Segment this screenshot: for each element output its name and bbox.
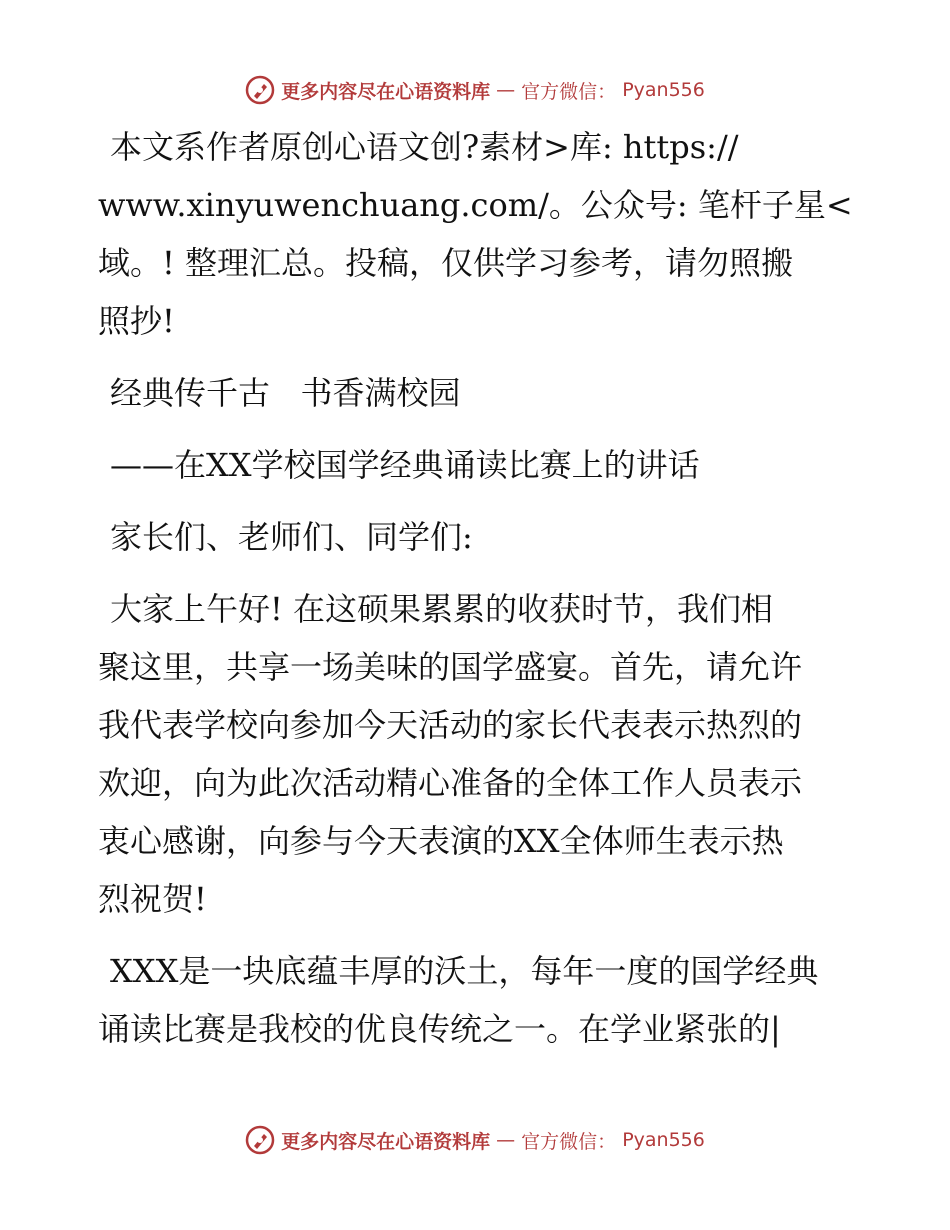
document-subtitle: ——在XX学校国学经典诵读比赛上的讲话 — [110, 446, 700, 484]
intro-paragraph — [98, 118, 858, 350]
document-body — [98, 118, 858, 1072]
paragraph-1-line-1: 大家上午好! 在这硕果累累的收获时节，我们相 — [110, 590, 774, 628]
banner-dash: — — [496, 79, 516, 101]
salutation: 家长们、老师们、同学们: — [110, 518, 473, 556]
intro-line-1: 本文系作者原创心语文创?素材>库: https:// — [110, 128, 739, 166]
paragraph-1-line-3: 我代表学校向参加今天活动的家长代表表示热烈的 — [98, 706, 803, 744]
footer-banner — [0, 1122, 950, 1158]
document-title: 经典传千古 书香满校园 — [110, 374, 461, 412]
banner-dash: — — [496, 1129, 516, 1151]
paragraph-1-line-6: 烈祝贺! — [98, 880, 207, 918]
paragraph-1-line-4: 欢迎，向为此次活动精心准备的全体工作人员表示 — [98, 764, 803, 802]
intro-line-4: 照抄! — [98, 302, 175, 340]
pen-circle-logo-icon — [245, 75, 275, 105]
banner-wechat-label: 官方微信： — [521, 80, 617, 103]
header-banner — [0, 72, 950, 108]
intro-line-2: www.xinyuwenchuang.com/。公众号: 笔杆子星< — [98, 186, 853, 224]
paragraph-1-line-2: 聚这里，共享一场美味的国学盛宴。首先，请允许 — [98, 648, 803, 686]
banner-slogan: 更多内容尽在心语资料库 — [281, 80, 491, 103]
paragraph-1-line-5: 衷心感谢，向参与今天表演的XX全体师生表示热 — [98, 822, 784, 860]
paragraph-2-line-1: XXX是一块底蕴丰厚的沃土，每年一度的国学经典 — [110, 952, 819, 990]
pen-circle-logo-icon — [245, 1125, 275, 1155]
banner-wechat-id: Pyan556 — [622, 1129, 705, 1151]
banner-slogan: 更多内容尽在心语资料库 — [281, 1130, 491, 1153]
banner-wechat-label: 官方微信： — [521, 1130, 617, 1153]
paragraph-2-line-2: 诵读比赛是我校的优良传统之一。在学业紧张的| — [98, 1010, 781, 1048]
banner-wechat-id: Pyan556 — [622, 79, 705, 101]
paragraph-1 — [98, 580, 858, 928]
paragraph-2 — [98, 942, 858, 1058]
intro-line-3: 域。! 整理汇总。投稿，仅供学习参考，请勿照搬 — [98, 244, 794, 282]
